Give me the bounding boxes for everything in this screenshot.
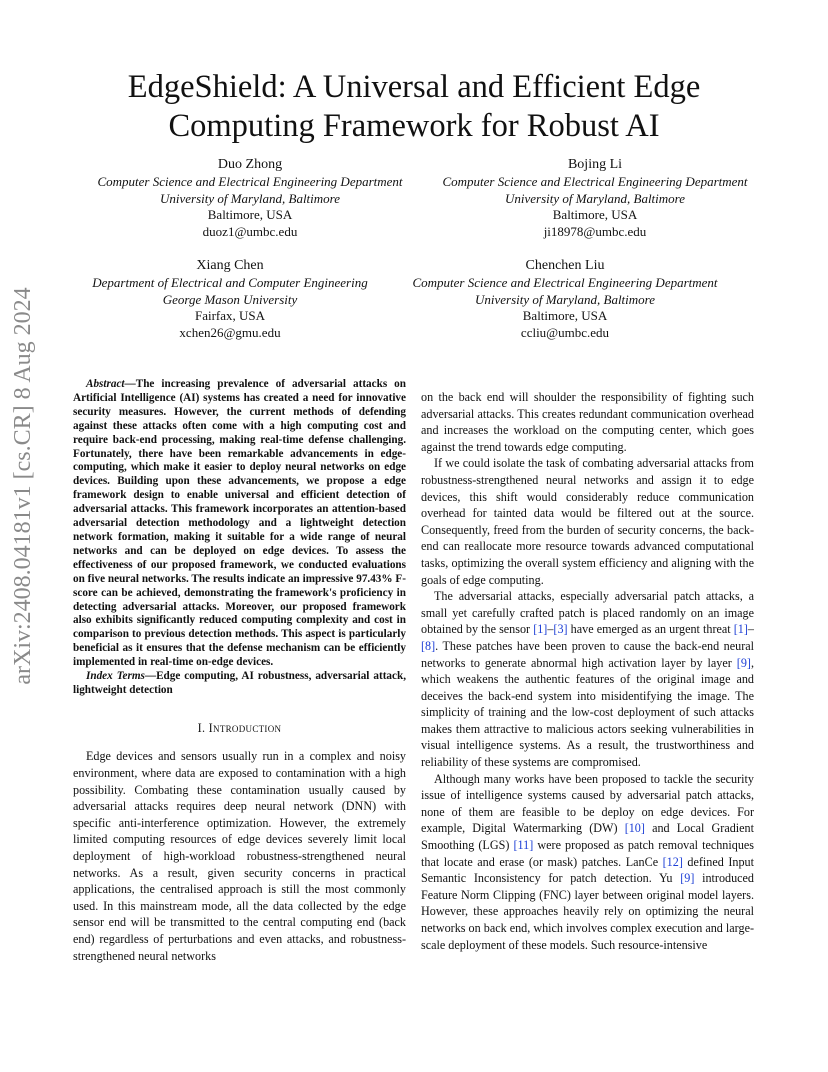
author-location: Baltimore, USA [522,308,608,324]
citation-link[interactable]: [10] [624,821,645,836]
citation-link[interactable]: [9] [680,871,695,886]
author-location: Baltimore, USA [207,207,293,223]
author-name: Bojing Li [567,157,623,172]
author-department: Department of Electrical and Computer Engineering [92,275,368,290]
body-paragraph [421,771,754,954]
citation-link[interactable]: [1] [733,622,748,637]
index-terms-text: —Edge computing, AI robustness, adversarial attack, lightweight detection [73,670,406,696]
author-name: Duo Zhong [217,157,283,172]
author-email: duoz1@umbc.edu [202,223,298,239]
paper-title: EdgeShield: A Universal and Efficient Edge Computing Framework for Robust AI [127,69,701,144]
citation-link[interactable]: [11] [513,838,534,853]
body-paragraph: Edge devices and sensors usually run in a complex and noisy environment, where data are exposed to contamination with a high possibility. Combating these contamination usually caused by adversarial attacks requires deep neural network (DNN) with specific anti-interference optimization. However, the extremely limited computing resources of edge devices severely limit local deployment of high-workload robustness-strengthened neural networks. As a result, given security concerns in practical applications, the centralised approach is still the most commonly used. In this mainstream mode, all the data collected by the edge sensor end will be transmitted to the central computing end (back end) regardless of perturbations and even attacks, and robustness-strengthened neural networks [73,749,406,963]
author-university: University of Maryland, Baltimore [159,190,341,206]
author-block-2 [425,155,765,240]
author-block-1 [80,155,420,240]
text-run: – [747,622,754,637]
text-run: . These patches have been proven to cause the back-end neural networks to generate abnormal high activation layer by layer [421,638,754,670]
text-run: The adversarial attacks, especially adversarial patch attacks, a small yet carefully crafted patch is placed randomly on an image obtained by the sensor [421,589,754,637]
index-terms-label: Index Terms [86,670,145,683]
text-run: and Local Gradient Smoothing (LGS) [421,821,754,853]
citation-link[interactable]: [9] [736,655,751,670]
citation-link[interactable]: [8] [421,638,436,653]
text-run: defined Input Semantic Inconsistency for patch detection. Yu [421,854,754,886]
author-email: ccliu@umbc.edu [520,324,610,340]
citation-link[interactable]: [12] [662,854,683,869]
author-block-3 [60,256,400,341]
body-paragraph: on the back end will shoulder the responsibility of fighting such adversarial attacks. This creates redundant communication overhead and increases the workload on the computing center, which goes against the trend towards edge computing. [421,390,754,454]
abstract-text: —The increasing prevalence of adversarial attacks on Artificial Intelligence (AI) systems has created a need for innovative security measures. However, the current methods of defending against these attacks often come with a high computing cost and require back-end processing, making real-time defense challenging. Fortunately, there have been remarkable advancements in edge-computing, which make it easier to deploy neural networks on edge devices. Building upon these advancements, we propose a edge framework design to enable universal and efficient detection of adversarial attacks. This framework incorporates an attention-based adversarial detection methodology and a lightweight detection network formation, making it suitable for a wide range of neural networks and can be deployed on edge devices. To assess the effectiveness of our proposed framework, we conducted evaluations on five neural networks. The results indicate an impressive 97.43% F-score can be achieved, demonstrating the framework's proficiency in detecting adversarial attacks. Moreover, our proposed framework also exhibits significantly reduced computing complexity and cost in comparison to previous detection methods. This aspect is particularly beneficial as it ensures that the defense mechanism can be efficiently implemented in real-time on-edge devices. [73,378,406,669]
author-location: Fairfax, USA [194,308,266,324]
author-university: University of Maryland, Baltimore [504,190,686,206]
author-department: Computer Science and Electrical Engineering Department [412,275,718,290]
author-location: Baltimore, USA [552,207,638,223]
abstract-label: Abstract [86,378,125,390]
citation-link[interactable]: [3] [553,622,568,637]
text-run: – [547,622,554,637]
text-run: , which weakens the authentic features of the original image and deceives the back-end system into misidentifying the image. The simplicity of training and the low-cost deployment of such attacks makes them attractive to malicious actors seeking vulnerabilities in visual intelligence systems. As a result, the trustworthiness and reliability of these systems are compromised. [421,655,754,770]
text-run: have emerged as an urgent threat [567,622,734,637]
author-university: George Mason University [162,291,298,307]
index-terms [73,670,406,698]
author-name: Chenchen Liu [525,258,605,273]
text-run: Although many works have been proposed to tackle the security issue of intelligence systems caused by adversarial patch attacks, none of them are feasible to be deploy on edge devices. For example, Digital Watermarking (DW) [421,771,754,836]
author-department: Computer Science and Electrical Engineering Department [97,174,403,189]
left-column [73,378,406,964]
author-department: Computer Science and Electrical Engineering Department [442,174,748,189]
citation-link[interactable]: [1] [533,622,548,637]
author-email: xchen26@gmu.edu [179,324,281,340]
abstract [73,378,406,670]
author-university: University of Maryland, Baltimore [474,291,656,307]
body-paragraph [421,588,754,771]
text-run: introduced Feature Norm Clipping (FNC) layer between original model layers. However, these approaches heavily rely on optimizing the neural networks on back end, which involves complex execution and large-scale deployment of these models. Such resource-intensive [421,871,755,952]
author-email: ji18978@umbc.edu [543,223,647,239]
body-paragraph: If we could isolate the task of combating adversarial attacks from robustness-strengthened neural networks and assign it to edge devices, this shift would considerably reduce communication overhead for tainted data would be filtered out at the source. Consequently, freed from the burden of security concerns, the back-end can reallocate more resource towards advanced computational tasks, optimizing the overall system efficiency and aligning with the goals of edge computing. [421,456,754,587]
arxiv-identifier-stamp: arXiv:2408.04181v1 [cs.CR] 8 Aug 2024 [10,287,36,685]
author-name: Xiang Chen [196,258,264,273]
author-block-4 [390,256,740,341]
text-run: were proposed as patch removal techniques that locate and erase (or mask) patches. LanCe [421,838,755,869]
right-column [421,389,754,953]
section-heading-introduction: I. Introduction [197,720,282,735]
